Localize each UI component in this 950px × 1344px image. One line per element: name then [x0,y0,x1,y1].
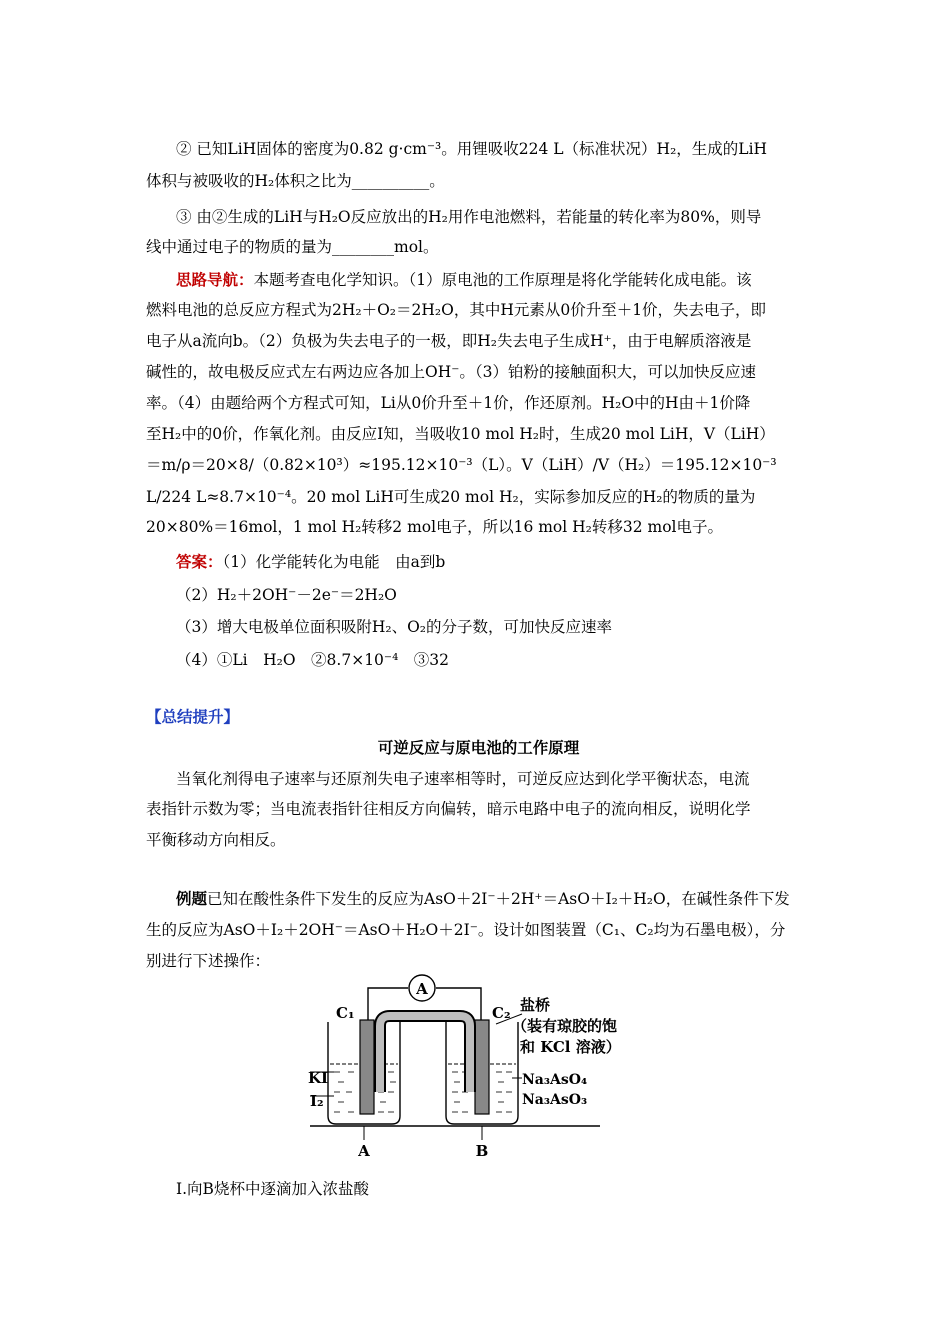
beaker-b-label: B [475,1142,489,1160]
example-line-2: 生的反应为AsO＋I₂＋2OH⁻＝AsO＋H₂O＋2I⁻。设计如图装置（C₁、C₂均为石墨电极），分 [146,921,786,939]
summary-heading: 【总结提升】 [146,707,240,726]
example-text-1: 已知在酸性条件下发生的反应为AsO＋2I⁻＋2H⁺＝AsO＋I₂＋H₂O，在碱性条件下发 [207,890,790,908]
answer-line-4: （4）①Li H₂O ②8.7×10⁻⁴ ③32 [176,651,450,669]
answer-label: 答案： [176,552,223,571]
na3aso3-label: Na₃AsO₃ [522,1092,588,1108]
guide-line-5: 率。（4）由题给两个方程式可知，Li从0价升至＋1价，作还原剂。H₂O中的H由＋1价降 [146,394,751,412]
summary-line-3: 平衡移动方向相反。 [146,831,286,849]
answer-line-3: （3）增大电极单位面积吸附H₂、O₂的分子数，可加快反应速率 [176,618,613,636]
question-2-line-1: ② 已知LiH固体的密度为0.82 g·cm⁻³。用锂吸收224 L（标准状况）H₂，生成的LiH [176,140,768,158]
guide-line-4: 碱性的，故电极反应式左右两边应各加上OH⁻。（3）铂粉的接触面积大，可以加快反应速 [146,363,757,381]
guide-text-1: 本题考查电化学知识。（1）原电池的工作原理是将化学能转化成电能。该 [253,271,752,289]
electrode-c1 [360,1020,374,1114]
guide-line-9: 20×80%＝16mol，1 mol H₂转移2 mol电子，所以16 mol H₂转移32 mol电子。 [146,518,724,536]
i2-label: I₂ [310,1092,324,1110]
example-label: 例题 [176,889,208,908]
electrochemical-cell-diagram [300,968,660,1164]
question-2-line-2: 体积与被吸收的H₂体积之比为__________。 [146,172,445,190]
ammeter-label: A [416,980,428,998]
answer-line-2: （2）H₂＋2OH⁻－2e⁻＝2H₂O [176,586,397,604]
step-1: Ⅰ.向B烧杯中逐滴加入浓盐酸 [176,1180,369,1198]
salt-bridge-note-2: 和 KCl 溶液） [520,1038,621,1056]
answer-text-1: （1）化学能转化为电能 由a到b [222,553,446,571]
guide-line-2: 燃料电池的总反应方程式为2H₂＋O₂＝2H₂O，其中H元素从0价升至＋1价，失去电子，即 [146,301,767,319]
summary-title: 可逆反应与原电池的工作原理 [377,738,580,757]
answer-line-1 [176,551,841,573]
guide-line-3: 电子从a流向b。（2）负极为失去电子的一极，即H₂失去电子生成H⁺，由于电解质溶液是 [146,332,752,350]
guide-line-7: ＝m/ρ＝20×8/（0.82×10³）≈195.12×10⁻³（L）。V（LiH）/V（H₂）＝195.12×10⁻³ [146,456,777,474]
electrode-c2 [475,1020,489,1114]
salt-bridge-label: 盐桥 [520,996,551,1014]
summary-line-2: 表指针示数为零；当电流表指针往相反方向偏转，暗示电路中电子的流向相反，说明化学 [146,800,751,818]
example-line-1 [176,888,841,910]
ki-label: KI [308,1069,329,1087]
c1-label: C₁ [336,1004,355,1022]
salt-bridge-outer [380,1016,470,1092]
c2-label: C₂ [492,1004,511,1022]
summary-line-1: 当氧化剂得电子速率与还原剂失电子速率相等时，可逆反应达到化学平衡状态，电流 [176,770,750,788]
guide-line-8: L/224 L≈8.7×10⁻⁴。20 mol LiH可生成20 mol H₂，实际参加反应的H₂的物质的量为 [146,488,756,506]
question-3-line-1: ③ 由②生成的LiH与H₂O反应放出的H₂用作电池燃料，若能量的转化率为80%，则导 [176,208,762,226]
guide-label: 思路导航： [176,270,254,289]
guide-line-6: 至H₂中的0价，作氧化剂。由反应Ⅰ知，当吸收10 mol H₂时，生成20 mol LiH，V（LiH） [146,425,775,443]
na3aso4-label: Na₃AsO₄ [522,1072,588,1088]
guide-line-1 [176,269,841,291]
question-3-line-2: 线中通过电子的物质的量为________mol。 [146,238,439,256]
beaker-a-label: A [358,1142,370,1160]
salt-bridge-inner [380,1016,470,1092]
salt-bridge-note-1: （装有琼胶的饱 [512,1017,618,1035]
example-line-3: 别进行下述操作： [146,952,271,970]
